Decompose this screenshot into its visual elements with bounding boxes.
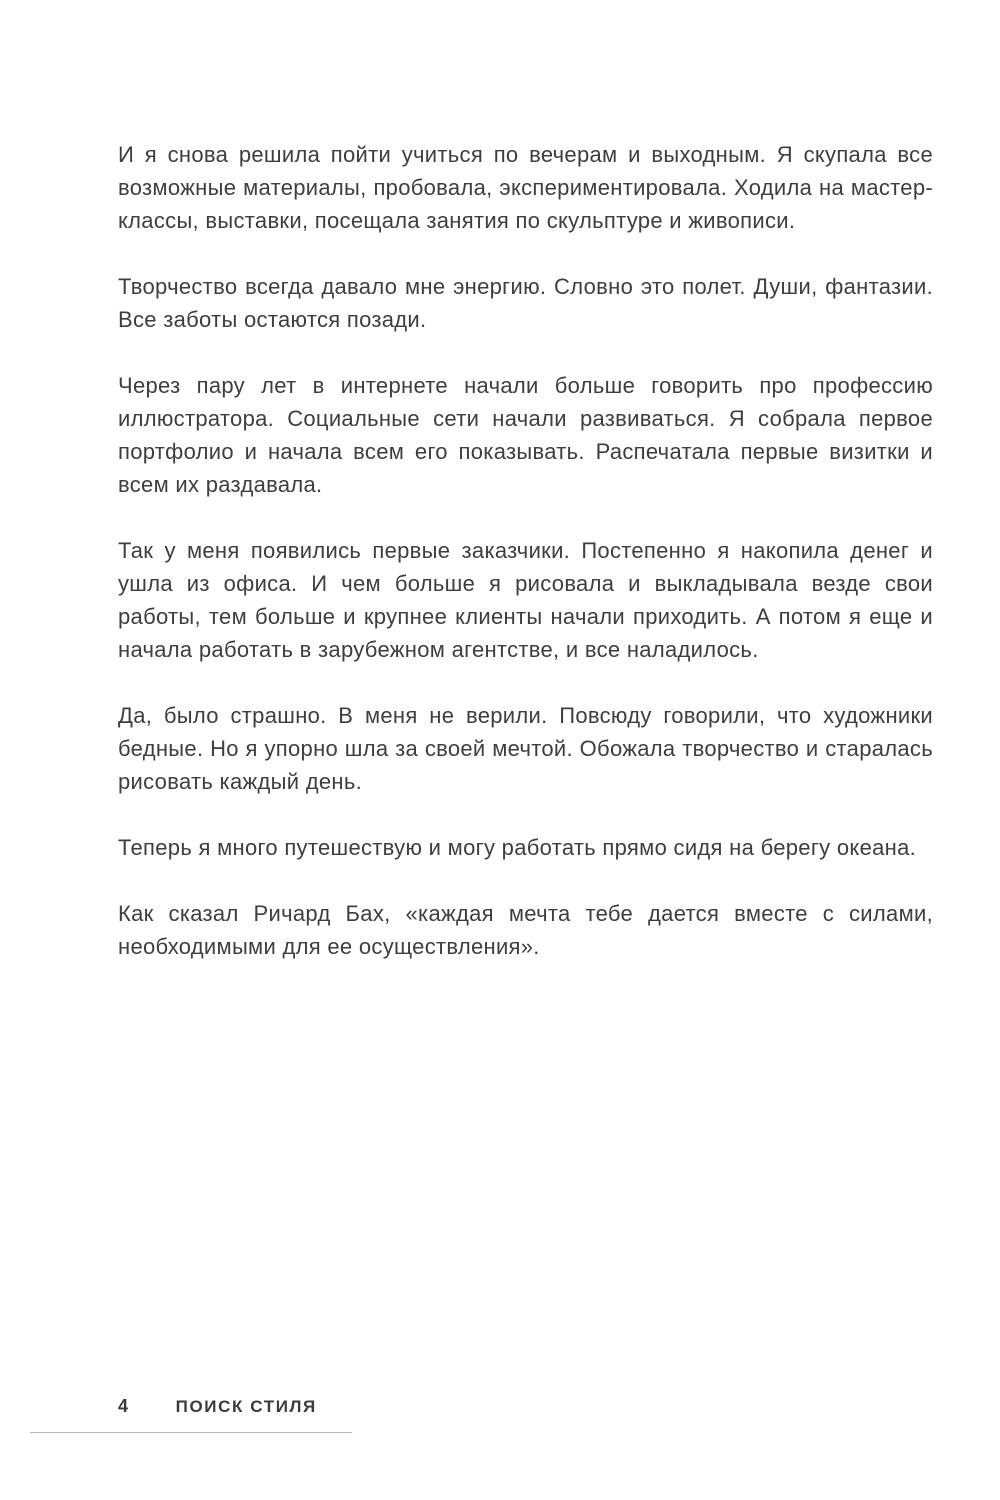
footer-section-title: ПОИСК СТИЛЯ [175,1397,317,1416]
footer-divider-line [30,1432,352,1433]
body-paragraph: Теперь я много путешествую и могу работать прямо сидя на берегу океана. [118,835,917,860]
body-paragraph: И я снова решила пойти учиться по вечерам и выходным. Я скупала все возможные материалы, пробовала, экспериментировала. Ходила на мастер-классы, выставки, посещала занятия по скульптуре и живописи. [118,142,933,233]
body-paragraph: Как сказал Ричард Бах, «каждая мечта тебе дается вместе с силами, необходимыми для ее осуществления». [118,901,933,959]
body-text-block [118,138,933,963]
body-paragraph: Творчество всегда давало мне энергию. Словно это полет. Души, фантазии. Все заботы остаются позади. [118,274,933,332]
body-paragraph: Так у меня появились первые заказчики. Постепенно я накопила денег и ушла из офиса. И чем больше я рисовала и выкладывала везде свои работы, тем больше и крупнее клиенты начали приходить. А потом я еще и начала работать в зарубежном агентстве, и все наладилось. [118,538,933,662]
body-paragraph: Да, было страшно. В меня не верили. Повсюду говорили, что художники бедные. Но я упорно шла за своей мечтой. Обожала творчество и старалась рисовать каждый день. [118,703,933,794]
page-number: 4 [118,1396,130,1416]
body-paragraph: Через пару лет в интернете начали больше говорить про профессию иллюстратора. Социальные сети начали развиваться. Я собрала первое портфолио и начала всем его показывать. Распечатала первые визитки и всем их раздавала. [118,373,933,497]
page-footer [118,1396,317,1417]
